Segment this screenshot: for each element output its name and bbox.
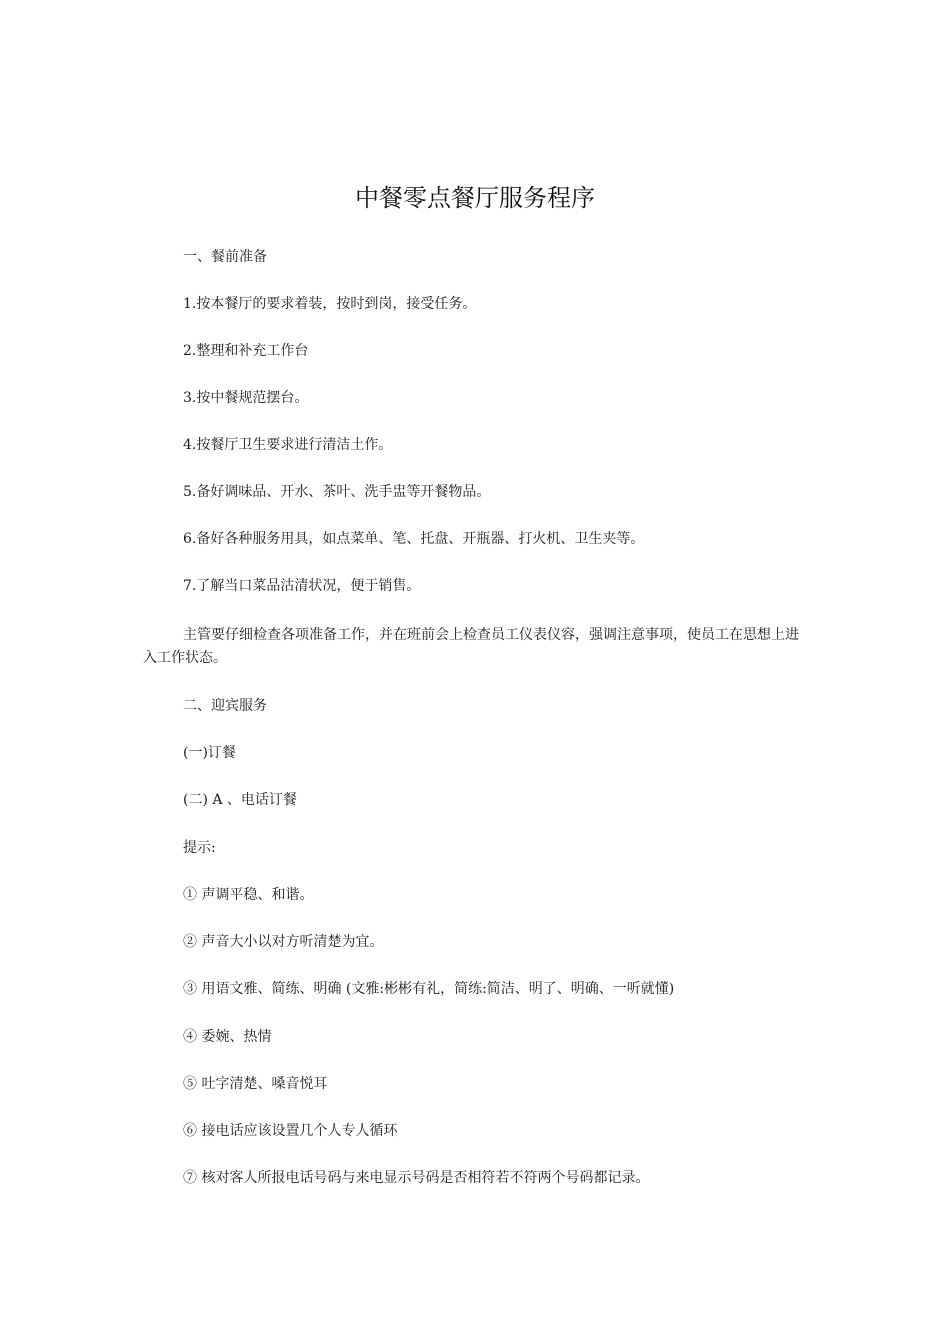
tip-item-5: ⑤ 吐字清楚、嗓音悦耳: [183, 1076, 328, 1092]
tip-item-6: ⑥ 接电话应该设置几个人专人循环: [183, 1123, 398, 1139]
section-heading-welcome: 二、迎宾服务: [183, 698, 267, 714]
tip-item-1: ① 声调平稳、和谐。: [183, 887, 314, 903]
tip-item-2: ② 声音大小以对方听清楚为宜。: [183, 934, 384, 950]
prep-item-7: 7.了解当口菜品沽清状况，便于销售。: [183, 578, 421, 594]
section-heading-preparation: 一、餐前准备: [183, 249, 267, 265]
prep-item-4: 4.按餐厅卫生要求进行清洁土作。: [183, 437, 393, 453]
document-title: 中餐零点餐厅服务程序: [355, 184, 595, 212]
tip-item-4: ④ 委婉、热情: [183, 1029, 272, 1045]
prep-item-3: 3.按中餐规范摆台。: [183, 390, 309, 406]
subsection-phone-reservation: (二) A 、电话订餐: [183, 792, 297, 808]
tip-item-3: ③ 用语文雅、简练、明确 (文雅:彬彬有礼，简练:简洁、明了、明确、一听就懂): [183, 981, 675, 997]
supervisor-note-paragraph: 主管要仔细检查各项准备工作，并在班前会上检查员工仪表仪容，强调注意事项，使员工在思想上进入工作状态。: [143, 627, 799, 666]
tips-label: 提示:: [183, 840, 216, 856]
prep-item-5: 5.备好调味品、开水、茶叶、洗手盅等开餐物品。: [183, 484, 491, 500]
tip-item-7: ⑦ 核对客人所报电话号码与来电显示号码是否相符若不符两个号码都记录。: [183, 1170, 650, 1186]
prep-item-2: 2.整理和补充工作台: [183, 343, 309, 359]
subsection-reservation: (一)订餐: [183, 745, 236, 761]
prep-item-1: 1.按本餐厅的要求着装，按时到岗，接受任务。: [183, 296, 477, 312]
prep-item-6: 6.备好各种服务用具，如点菜单、笔、托盘、开瓶器、打火机、卫生夹等。: [183, 531, 645, 547]
